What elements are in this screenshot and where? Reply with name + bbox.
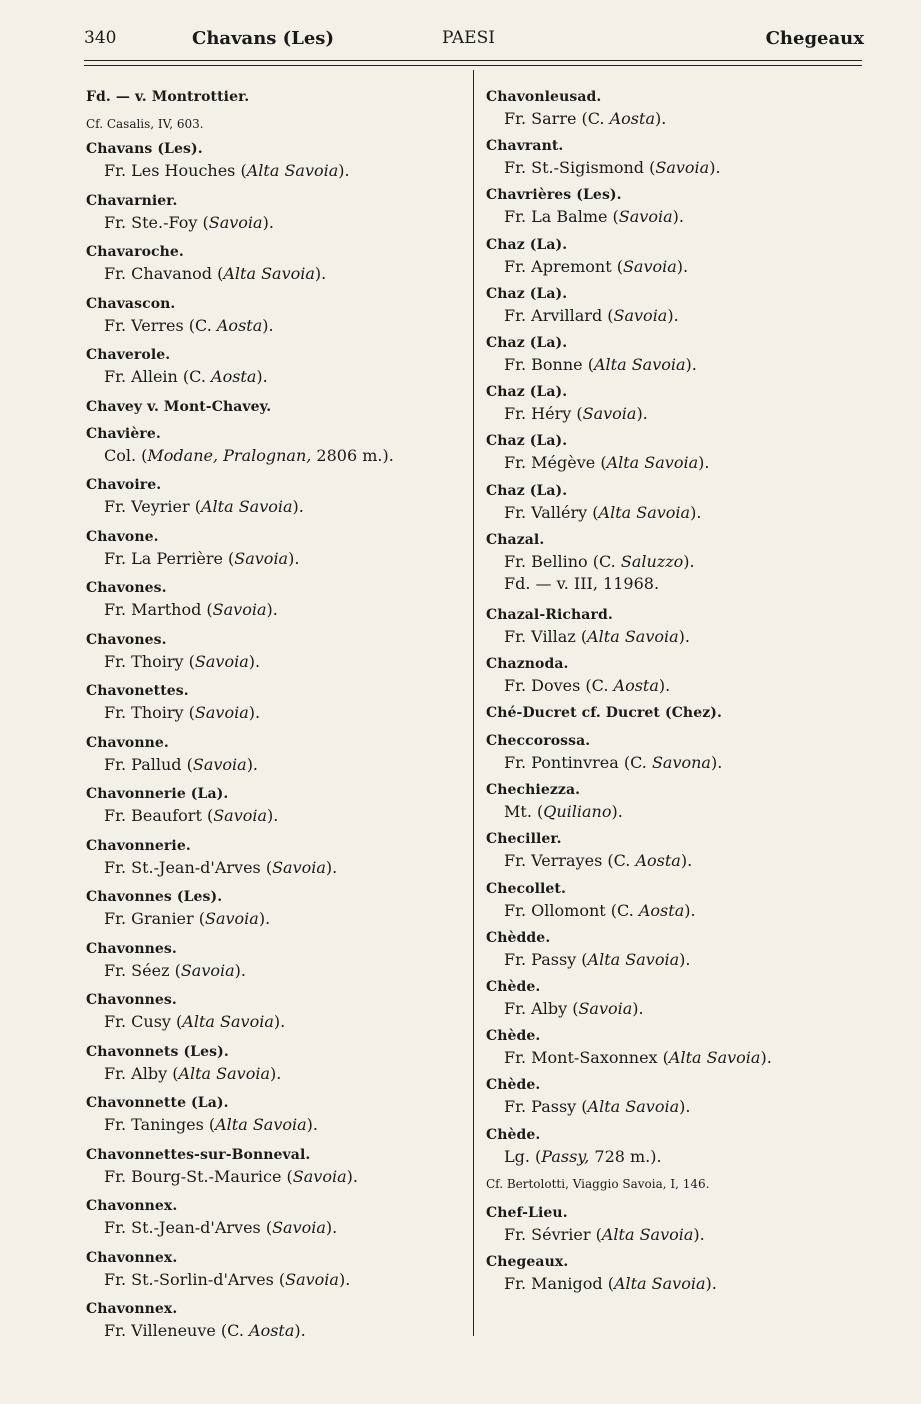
location-suffix: ). (690, 502, 702, 522)
entry-headword: Chaz (La). (486, 236, 568, 253)
location-suffix: ). (685, 354, 697, 374)
gazetteer-entry (86, 732, 466, 784)
entry-location (486, 675, 866, 697)
entry-headword: Chaznoda. (486, 655, 569, 672)
entry-crossref: Fd. — v. Montrottier. (86, 89, 250, 105)
location-prefix: Fr. Taninges ( (104, 1115, 216, 1134)
location-suffix: ). (698, 453, 710, 473)
entry-citation: Cf. Bertolotti, Viaggio Savoia, I, 146. (486, 1176, 710, 1191)
gazetteer-entry (86, 423, 466, 475)
entry-location (486, 1146, 866, 1168)
location-prefix: Fr. Pontinvrea (C. (504, 753, 652, 773)
location-prefix: Fr. Allein (C. (104, 367, 212, 386)
location-prefix: Fr. Héry ( (504, 404, 583, 424)
entry-headword: Chavonettes. (86, 683, 189, 699)
location-region: Savoia (213, 806, 268, 825)
location-region: Savoia (622, 256, 677, 276)
gazetteer-entry (86, 1298, 466, 1350)
gazetteer-entry (86, 938, 466, 990)
location-prefix: Fr. Passy ( (504, 1097, 588, 1117)
location-suffix: ). (270, 1063, 282, 1083)
location-region: Savoia (272, 1218, 326, 1237)
location-region: Aosta (635, 851, 681, 871)
header-first-entry: Chavans (Les) (192, 28, 334, 49)
location-suffix: ). (338, 1269, 351, 1289)
gazetteer-entry (86, 886, 466, 938)
location-suffix: ). (658, 675, 671, 695)
entry-location (486, 1224, 866, 1246)
location-region: Savoia (192, 754, 247, 774)
location-suffix: ). (273, 1012, 286, 1031)
location-suffix: ). (314, 264, 327, 283)
location-suffix: ). (636, 404, 648, 424)
gazetteer-entry (86, 680, 466, 732)
location-region: Savoia (655, 158, 710, 178)
entry-location (486, 502, 866, 524)
location-suffix: ). (709, 158, 721, 178)
gazetteer-entry (86, 989, 466, 1041)
location-suffix: ). (611, 802, 623, 822)
location-prefix: Fr. St.-Sigismond ( (504, 158, 656, 178)
entry-headword: Chavonnets (Les). (86, 1043, 229, 1060)
entry-headword: Chef-Lieu. (486, 1204, 568, 1221)
location-prefix: Fr. Manigod ( (504, 1273, 614, 1293)
entry-crossref: Ché-Ducret cf. Ducret (Chez). (486, 705, 722, 722)
location-region: Savona (651, 753, 711, 773)
location-suffix: ). (710, 753, 723, 773)
gazetteer-entry (86, 783, 466, 835)
location-region: Alta Savoia (223, 264, 315, 283)
gazetteer-entry (486, 381, 866, 430)
entry-headword: Chaz (La). (486, 384, 568, 401)
gazetteer-entry (86, 1092, 466, 1144)
location-prefix: Fr. St.-Jean-d'Arves ( (104, 1218, 273, 1237)
gazetteer-entry (486, 1074, 866, 1123)
entry-location (86, 1320, 466, 1342)
location-prefix: Fr. Passy ( (504, 949, 588, 969)
entry-headword: Chède. (486, 979, 541, 995)
entry-location (86, 754, 466, 776)
location-suffix: ). (676, 256, 689, 276)
entry-location (86, 445, 466, 467)
entry-headword: Checiller. (486, 831, 562, 848)
entry-location (86, 805, 466, 827)
entry-headword: Chavones. (86, 580, 167, 596)
entry-headword: Chavonne. (86, 734, 169, 751)
entry-headword: Chavonnette (La). (86, 1095, 229, 1111)
entry-location (486, 452, 866, 474)
entry-location (486, 256, 866, 278)
location-suffix: ). (288, 548, 300, 568)
location-region: Savoia (205, 909, 259, 928)
gazetteer-entry (486, 702, 866, 730)
entry-headword: Chavonnerie (La). (86, 786, 229, 802)
location-region: Alta Savoia (587, 949, 680, 969)
gazetteer-entry (486, 430, 866, 479)
gazetteer-entry (86, 396, 466, 423)
entry-headword: Chède. (486, 1126, 541, 1143)
location-region: Savoia (272, 857, 326, 877)
location-suffix: ). (234, 960, 246, 980)
entry-location (86, 263, 466, 285)
location-prefix: Fr. Sévrier ( (504, 1224, 602, 1244)
entry-location (86, 315, 466, 337)
entry-headword: Checollet. (486, 880, 566, 897)
location-prefix: Fr. Granier ( (104, 909, 205, 928)
location-suffix: ). (306, 1115, 318, 1134)
location-region: Alta Savoia (598, 502, 691, 522)
entry-location (86, 366, 466, 388)
location-prefix: Fr. Villaz ( (504, 626, 588, 646)
location-prefix: Fr. St.-Jean-d'Arves ( (104, 857, 273, 877)
gazetteer-entry (86, 1144, 466, 1196)
location-suffix: ). (705, 1273, 717, 1293)
location-region: Alta Savoia (606, 453, 699, 473)
gazetteer-entry (486, 779, 866, 828)
location-suffix: ). (267, 806, 279, 825)
entry-headword: Chavones. (86, 631, 167, 648)
location-prefix: Fr. Cusy ( (104, 1012, 183, 1031)
location-region: Alta Savoia (587, 1097, 680, 1117)
location-prefix: Fr. La Perrière ( (104, 548, 235, 568)
entry-location (86, 1269, 466, 1291)
location-region: Savoia (212, 600, 267, 619)
entry-headword: Chazal-Richard. (486, 606, 613, 623)
location-region: Quiliano (543, 802, 612, 822)
location-region: Aosta (609, 109, 655, 128)
running-header (84, 28, 864, 58)
location-suffix: ). (683, 551, 695, 571)
entry-headword: Chavonnerie. (86, 837, 191, 854)
location-prefix: Fr. Bellino (C. (504, 551, 621, 571)
entry-location (86, 651, 466, 673)
gazetteer-entry (86, 190, 466, 242)
entry-location (86, 1114, 466, 1136)
entry-headword: Chavonnex. (86, 1198, 178, 1214)
entry-location (486, 1273, 866, 1295)
location-region: Savoia (194, 703, 249, 722)
header-rule-top (84, 60, 862, 61)
gazetteer-entry (486, 730, 866, 779)
location-suffix: ). (632, 999, 644, 1018)
location-prefix: Fr. Thoiry ( (104, 703, 195, 722)
entry-citation: Cf. Casalis, IV, 603. (86, 117, 204, 131)
entry-headword: Checcorossa. (486, 733, 591, 750)
location-region: Alta Savoia (601, 1224, 694, 1244)
location-prefix: Fr. Mégève ( (504, 453, 607, 473)
location-prefix: Fr. Marthod ( (104, 600, 213, 619)
location-prefix: Fr. Verres (C. (104, 315, 217, 335)
header-section-title: PAESI (442, 28, 495, 48)
location-suffix: ). (292, 497, 304, 516)
entry-location (486, 551, 866, 573)
location-prefix: Fr. Verrayes (C. (504, 851, 636, 871)
gazetteer-entry (86, 344, 466, 396)
entry-headword: Chaz (La). (486, 285, 568, 302)
location-prefix: Fr. La Balme ( (504, 207, 619, 227)
location-region: Savoia (578, 999, 633, 1018)
location-region: Saluzzo (620, 551, 684, 571)
location-prefix: Fr. Les Houches ( (104, 161, 247, 180)
location-suffix: ). (672, 207, 684, 227)
location-prefix: Fr. Bonne ( (504, 354, 594, 374)
location-prefix: Lg. ( (504, 1146, 542, 1166)
location-region: Alta Savoia (613, 1273, 706, 1293)
entry-location (86, 1011, 466, 1033)
location-prefix: Fr. Thoiry ( (104, 651, 195, 671)
entry-headword: Chavrières (Les). (486, 187, 622, 204)
gazetteer-entry (86, 241, 466, 293)
entry-location (86, 548, 466, 570)
entry-headword: Chèdde. (486, 929, 551, 946)
entry-location (86, 1166, 466, 1188)
location-prefix: Fr. Valléry ( (504, 502, 599, 522)
entry-location (86, 908, 466, 930)
location-region: Alta Savoia (182, 1012, 274, 1031)
gazetteer-entry (86, 86, 466, 113)
gazetteer-entry (486, 1202, 866, 1251)
location-suffix: ). (654, 109, 667, 128)
location-region: Alta Savoia (200, 497, 293, 516)
location-suffix: ). (684, 900, 696, 920)
entry-headword: Chavans (Les). (86, 141, 203, 157)
location-suffix: ). (246, 754, 259, 774)
location-region: Alta Savoia (668, 1048, 761, 1068)
location-region: Modane, Pralognan, (147, 445, 312, 465)
entry-location (486, 900, 866, 922)
gazetteer-entry (86, 1247, 466, 1299)
entry-location (486, 850, 866, 872)
location-region: Alta Savoia (178, 1063, 271, 1083)
location-region: Alta Savoia (215, 1115, 307, 1134)
location-suffix: ). (262, 315, 274, 335)
location-region: Savoia (234, 548, 289, 568)
gazetteer-entry (86, 1195, 466, 1247)
location-region: Aosta (638, 900, 685, 920)
gazetteer-entry (486, 653, 866, 702)
location-region: Savoia (194, 651, 249, 671)
gazetteer-entry (86, 113, 466, 138)
location-prefix: Fr. Ste.-Foy ( (104, 212, 209, 232)
location-region: Alta Savoia (593, 354, 686, 374)
column-divider (473, 70, 474, 1336)
location-region: Savoia (180, 960, 235, 980)
gazetteer-entry (86, 474, 466, 526)
location-prefix: Fr. Pallud ( (104, 754, 193, 774)
location-prefix: Fr. Ollomont (C. (504, 900, 639, 920)
location-suffix: ). (258, 909, 271, 928)
location-prefix: Fr. Doves (C. (504, 675, 614, 695)
location-prefix: Fr. Chavanod ( (104, 264, 224, 283)
entry-location (486, 354, 866, 376)
entry-headword: Chavaroche. (86, 244, 184, 260)
gazetteer-entry (86, 1041, 466, 1093)
entry-location (486, 206, 866, 228)
entry-headword: Chaz (La). (486, 433, 568, 450)
gazetteer-entry (486, 878, 866, 927)
gazetteer-entry (486, 480, 866, 529)
entry-headword: Chavonnes. (86, 940, 177, 957)
location-region: Savoia (292, 1166, 347, 1186)
location-suffix: ). (294, 1321, 306, 1340)
location-region: Aosta (613, 675, 659, 695)
entry-headword: Chède. (486, 1077, 541, 1094)
location-suffix: ). (256, 367, 268, 386)
entry-location (86, 212, 466, 234)
location-prefix: Fr. Alby ( (104, 1063, 179, 1083)
location-suffix: ). (680, 851, 693, 871)
entry-location (486, 157, 866, 179)
entry-location (86, 599, 466, 621)
gazetteer-entry (486, 332, 866, 381)
location-region: Savoia (285, 1269, 339, 1289)
left-column (86, 86, 466, 1350)
location-prefix: Fr. Bourg-St.-Maurice ( (104, 1166, 293, 1186)
location-suffix: ). (325, 1218, 338, 1237)
location-prefix: Fr. Arvillard ( (504, 305, 614, 325)
gazetteer-entry (486, 1251, 866, 1300)
location-suffix: ). (325, 857, 338, 877)
location-region: Savoia (613, 305, 668, 325)
entry-headword: Chaz (La). (486, 482, 568, 499)
entry-headword: Chavascon. (86, 295, 176, 312)
header-last-entry: Chegeaux (765, 28, 864, 49)
location-suffix: ). (678, 626, 690, 646)
gazetteer-entry (486, 135, 866, 184)
entry-location (486, 626, 866, 648)
location-suffix: ). (346, 1166, 358, 1186)
gazetteer-entry (86, 138, 466, 190)
gazetteer-entry (486, 1173, 866, 1202)
location-suffix: ). (248, 703, 261, 722)
gazetteer-entry (486, 1124, 866, 1173)
entry-crossref: Chavey v. Mont-Chavey. (86, 398, 272, 415)
gazetteer-entry (486, 828, 866, 877)
entry-headword: Chavonnex. (86, 1249, 178, 1266)
gazetteer-entry (486, 529, 866, 604)
entry-location (86, 857, 466, 879)
entry-headword: Chavonnes. (86, 992, 177, 1008)
entry-crossref: Fd. — v. III, 11968. (504, 573, 660, 593)
location-suffix: ). (338, 161, 350, 180)
location-suffix: 2806 m.). (311, 445, 394, 465)
location-suffix: ). (693, 1224, 705, 1244)
gazetteer-entry (486, 234, 866, 283)
entry-headword: Chavonnes (Les). (86, 889, 223, 905)
location-prefix: Mt. ( (504, 802, 544, 822)
entry-headword: Chavonleusad. (486, 89, 602, 105)
location-region: Aosta (249, 1321, 295, 1340)
location-suffix: ). (760, 1048, 772, 1068)
location-prefix: Fr. Veyrier ( (104, 497, 201, 516)
gazetteer-entry (86, 526, 466, 578)
entry-headword: Chaz (La). (486, 334, 568, 351)
location-prefix: Fr. Beaufort ( (104, 806, 214, 825)
gazetteer-entry (486, 184, 866, 233)
gazetteer-entry (86, 293, 466, 345)
gazetteer-entry (486, 86, 866, 135)
gazetteer-entry (486, 976, 866, 1025)
entry-location (486, 1096, 866, 1118)
entry-location (486, 108, 866, 130)
entry-headword: Chavière. (86, 425, 161, 442)
gazetteer-entry (486, 283, 866, 332)
entry-headword: Chavoire. (86, 477, 162, 493)
location-prefix: Fr. Sarre (C. (504, 109, 610, 128)
location-prefix: Fr. St.-Sorlin-d'Arves ( (104, 1269, 286, 1289)
location-region: Savoia (208, 212, 263, 232)
entry-headword: Chegeaux. (486, 1253, 569, 1270)
location-region: Passy, (541, 1146, 590, 1166)
location-suffix: 728 m.). (589, 1146, 662, 1166)
gazetteer-entry (486, 1025, 866, 1074)
page-number: 340 (84, 28, 117, 48)
location-prefix: Fr. Apremont ( (504, 256, 623, 276)
entry-location (486, 1047, 866, 1069)
entry-location (486, 403, 866, 425)
location-suffix: ). (679, 1097, 691, 1117)
location-suffix: ). (262, 212, 274, 232)
entry-location (486, 752, 866, 774)
location-prefix: Fr. Villeneuve (C. (104, 1321, 250, 1340)
gazetteer-entry (86, 577, 466, 629)
entry-location (486, 998, 866, 1020)
entry-headword: Chavonnex. (86, 1301, 178, 1317)
entry-headword: Chavrant. (486, 138, 564, 155)
location-suffix: ). (667, 305, 679, 325)
gazetteer-entry (86, 835, 466, 887)
entry-location (86, 702, 466, 724)
location-suffix: ). (248, 651, 261, 671)
location-prefix: Fr. Alby ( (504, 999, 579, 1018)
location-region: Alta Savoia (246, 161, 339, 180)
entry-location (86, 960, 466, 982)
entry-location (486, 305, 866, 327)
location-region: Alta Savoia (587, 626, 679, 646)
gazetteer-entry (486, 927, 866, 976)
entry-location (86, 160, 466, 182)
entry-headword: Chazal. (486, 531, 545, 548)
entry-headword: Chavonnettes-sur-Bonneval. (86, 1146, 311, 1163)
entry-location (86, 1063, 466, 1085)
location-prefix: Fr. Séez ( (104, 960, 181, 980)
entry-location (86, 1217, 466, 1239)
location-suffix: ). (679, 949, 691, 969)
entry-headword: Chavone. (86, 528, 159, 545)
location-prefix: Fr. Mont-Saxonnex ( (504, 1048, 669, 1068)
location-prefix: Col. ( (104, 445, 148, 465)
location-region: Aosta (216, 315, 263, 335)
gazetteer-entry (486, 604, 866, 653)
entry-location (486, 801, 866, 823)
entry-headword: Chède. (486, 1028, 541, 1045)
right-column (486, 86, 866, 1300)
location-region: Savoia (582, 404, 637, 424)
gazetteer-entry (86, 629, 466, 681)
location-suffix: ). (266, 600, 278, 619)
location-region: Savoia (618, 207, 673, 227)
entry-location (486, 949, 866, 971)
entry-headword: Chavarnier. (86, 192, 178, 209)
location-region: Aosta (211, 367, 257, 386)
header-rule-bottom (84, 65, 862, 66)
entry-location (86, 496, 466, 518)
entry-headword: Chechiezza. (486, 782, 581, 799)
entry-headword: Chaverole. (86, 347, 171, 363)
